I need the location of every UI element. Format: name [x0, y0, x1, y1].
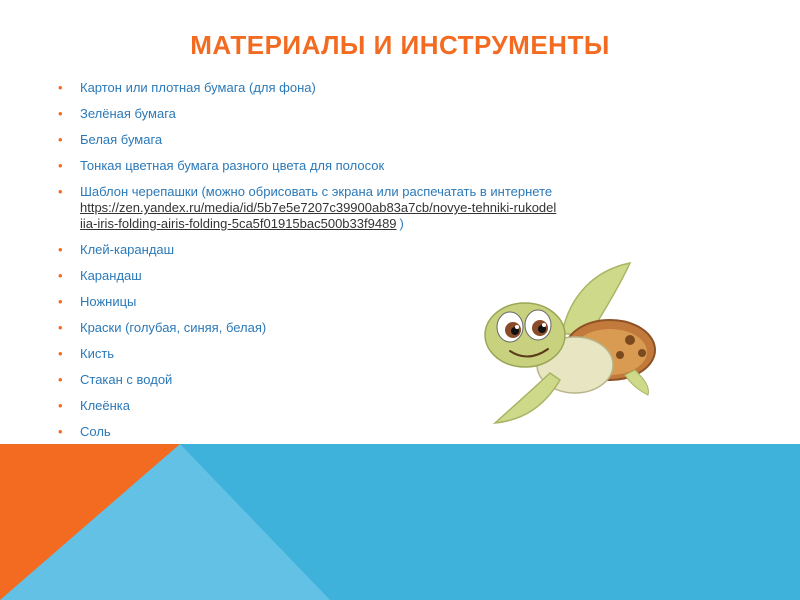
bullet-icon: • — [58, 294, 63, 309]
item-text: Тонкая цветная бумага разного цвета для полосок — [80, 158, 385, 173]
bullet-icon: • — [58, 184, 63, 199]
bullet-icon: • — [58, 346, 63, 361]
bullet-icon: • — [58, 268, 63, 283]
list-item — [58, 80, 748, 96]
closing-paren: ) — [399, 216, 404, 231]
eye-highlight — [542, 323, 546, 327]
item-text: Белая бумага — [80, 132, 163, 147]
bullet-icon: • — [58, 158, 63, 173]
item-text: Зелёная бумага — [80, 106, 176, 121]
list-item — [58, 106, 748, 122]
item-text: Клеёнка — [80, 398, 131, 413]
turtle-illustration — [470, 255, 670, 430]
bullet-icon: • — [58, 106, 63, 121]
slide-title: МАТЕРИАЛЫ И ИНСТРУМЕНТЫ — [190, 30, 610, 60]
item-text: Краски (голубая, синяя, белая) — [80, 320, 267, 335]
bullet-icon: • — [58, 398, 63, 413]
bullet-icon: • — [58, 242, 63, 257]
item-text: Стакан с водой — [80, 372, 173, 387]
link-line-2: iia-iris-folding-airis-folding-5ca5f01915bac500b33f9489 — [80, 216, 397, 231]
turtle-rear-flipper — [625, 370, 648, 395]
eye-highlight — [515, 325, 519, 329]
bullet-icon: • — [58, 132, 63, 147]
shell-spot — [638, 349, 646, 357]
bullet-icon: • — [58, 372, 63, 387]
shell-spot — [616, 351, 624, 359]
shell-spot — [625, 335, 635, 345]
item-text: Соль — [80, 424, 111, 439]
bullet-icon: • — [58, 320, 63, 335]
item-text: Картон или плотная бумага (для фона) — [80, 80, 316, 95]
list-item — [58, 132, 748, 148]
link-line-1: https://zen.yandex.ru/media/id/5b7e5e7207c39900ab83a7cb/novye-tehniki-rukodel — [80, 200, 557, 215]
template-link[interactable] — [80, 200, 556, 231]
list-item — [58, 158, 748, 174]
item-text: Карандаш — [80, 268, 142, 283]
turtle-bottom-flipper — [495, 373, 560, 423]
item-text: Шаблон черепашки (можно обрисовать с экрана или распечатать в интернете — [80, 184, 553, 199]
item-text: Ножницы — [80, 294, 137, 309]
item-text: Кисть — [80, 346, 115, 361]
bullet-icon: • — [58, 80, 63, 95]
bullet-icon: • — [58, 424, 63, 439]
item-text: Клей-карандаш — [80, 242, 175, 257]
list-item-template — [58, 184, 748, 232]
